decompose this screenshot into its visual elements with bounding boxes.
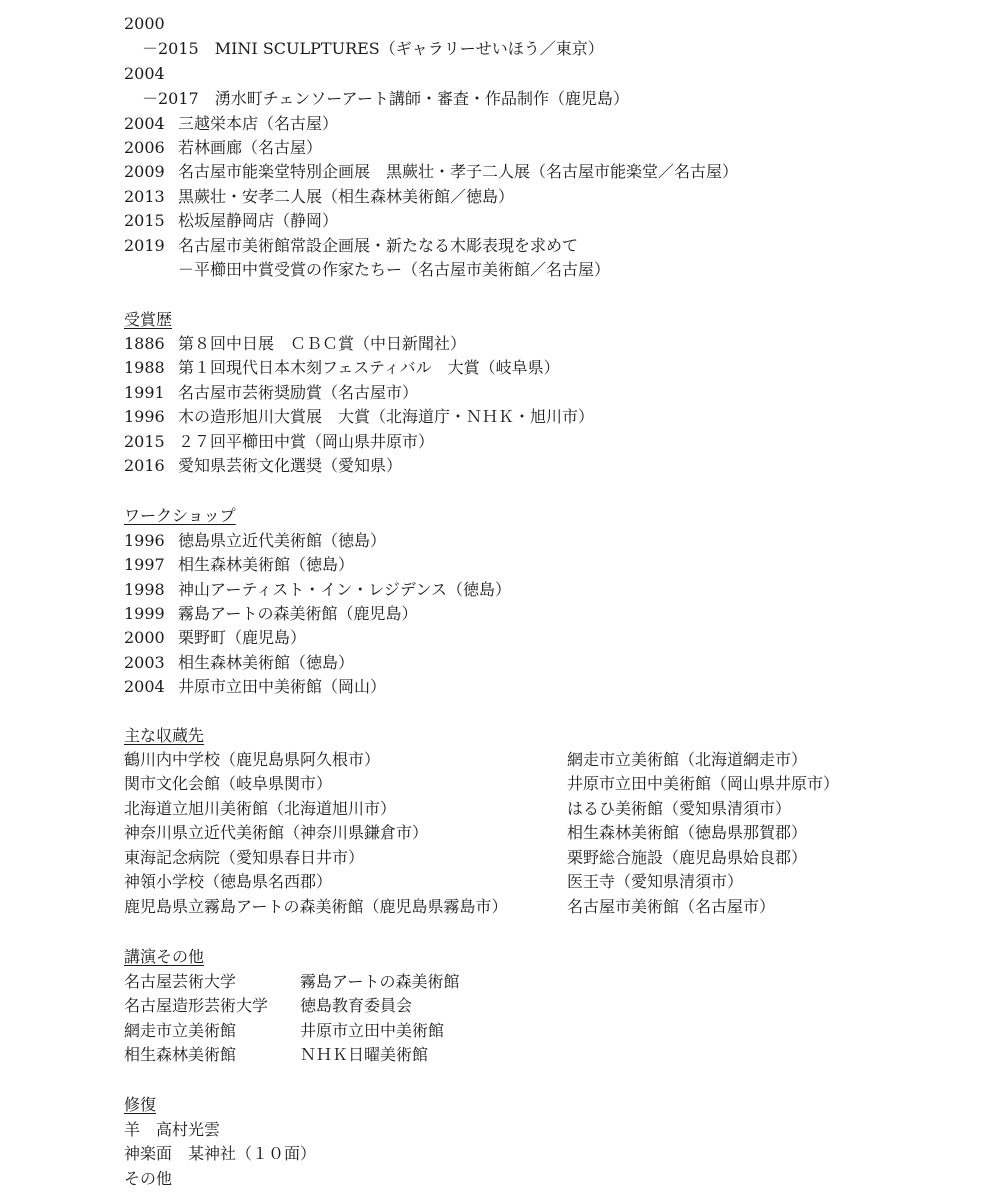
- item-year: 2006: [124, 138, 165, 157]
- collections-heading: 主な収蔵先: [124, 726, 205, 745]
- item-year: 1886: [124, 334, 165, 353]
- item-text: 神山アーティスト・イン・レジデンス（徳島）: [178, 580, 512, 599]
- restoration-item: 神楽面 某神社（１０面）: [124, 1144, 317, 1163]
- item-year: 2004: [124, 64, 165, 83]
- item-year: 2015: [124, 432, 165, 451]
- item-year: 2003: [124, 653, 165, 672]
- item-text: 三越栄本店（名古屋）: [178, 114, 339, 133]
- restoration-heading: 修復: [124, 1095, 157, 1114]
- collection-left: 東海記念病院（愛知県春日井市）: [124, 848, 365, 867]
- item-text: 井原市立田中美術館（岡山）: [178, 677, 387, 696]
- lecture-right: 徳島教育委員会: [300, 996, 413, 1015]
- item-text: 名古屋市能楽堂特別企画展 黒蕨壮・孝子二人展（名古屋市能楽堂／名古屋）: [178, 162, 739, 181]
- item-year: 2013: [124, 187, 165, 206]
- collection-left: 神奈川県立近代美術館（神奈川県鎌倉市）: [124, 823, 429, 842]
- lecture-left: 名古屋芸術大学: [124, 972, 237, 991]
- item-text: 相生森林美術館（徳島）: [178, 555, 355, 574]
- lecture-left: 名古屋造形芸術大学: [124, 996, 269, 1015]
- item-year: 1999: [124, 604, 165, 623]
- collection-left: 鹿児島県立霧島アートの森美術館（鹿児島県霧島市）: [124, 897, 508, 916]
- collection-left: 鶴川内中学校（鹿児島県阿久根市）: [124, 750, 381, 769]
- item-year: 2004: [124, 677, 165, 696]
- item-year: 2000: [124, 14, 165, 33]
- item-year: 1996: [124, 407, 165, 426]
- item-text: 愛知県芸術文化選奨（愛知県）: [178, 456, 403, 475]
- collection-right: 名古屋市美術館（名古屋市）: [567, 897, 776, 916]
- lecture-left: 相生森林美術館: [124, 1045, 237, 1064]
- item-text: －2017 湧水町チェンソーアート講師・審査・作品制作（鹿児島）: [142, 89, 629, 108]
- restoration-item: 羊 高村光雲: [124, 1120, 221, 1139]
- workshops-heading: ワークショップ: [124, 506, 236, 525]
- item-text-continued: －平櫛田中賞受賞の作家たちー（名古屋市美術館／名古屋）: [178, 260, 611, 279]
- item-year: 2004: [124, 114, 165, 133]
- item-text: ２７回平櫛田中賞（岡山県井原市）: [178, 432, 435, 451]
- item-text: 第１回現代日本木刻フェスティバル 大賞（岐阜県）: [178, 358, 560, 377]
- item-year: 2016: [124, 456, 165, 475]
- item-text: 徳島県立近代美術館（徳島）: [178, 531, 387, 550]
- collection-right: 網走市立美術館（北海道網走市）: [567, 750, 808, 769]
- item-year: 2015: [124, 211, 165, 230]
- item-text: 第８回中日展 ＣＢＣ賞（中日新聞社）: [178, 334, 467, 353]
- collection-left: 北海道立旭川美術館（北海道旭川市）: [124, 799, 397, 818]
- item-text: 霧島アートの森美術館（鹿児島）: [178, 604, 418, 623]
- collection-right: 井原市立田中美術館（岡山県井原市）: [567, 774, 840, 793]
- collection-right: はるひ美術館（愛知県清須市）: [567, 799, 792, 818]
- collection-right: 栗野総合施設（鹿児島県姶良郡）: [567, 848, 808, 867]
- item-text: 名古屋市芸術奨励賞（名古屋市）: [178, 383, 419, 402]
- lecture-right: 霧島アートの森美術館: [300, 972, 460, 991]
- collection-left: 神領小学校（徳島県名西郡）: [124, 872, 333, 891]
- item-year: 1997: [124, 555, 165, 574]
- lecture-right: 井原市立田中美術館: [300, 1021, 445, 1040]
- item-text: 栗野町（鹿児島）: [178, 628, 307, 647]
- item-year: 1998: [124, 580, 165, 599]
- restoration-item: その他: [124, 1169, 173, 1188]
- item-year: 2009: [124, 162, 165, 181]
- collection-right: 医王寺（愛知県清須市）: [567, 872, 744, 891]
- lectures-heading: 講演その他: [124, 947, 205, 966]
- lecture-right: ＮＨＫ日曜美術館: [300, 1045, 429, 1064]
- collection-right: 相生森林美術館（徳島県那賀郡）: [567, 823, 808, 842]
- item-text: 名古屋市美術館常設企画展・新たなる木彫表現を求めて: [178, 236, 579, 255]
- collection-left: 関市文化会館（岐阜県関市）: [124, 774, 333, 793]
- item-text: 相生森林美術館（徳島）: [178, 653, 355, 672]
- item-year: 1991: [124, 383, 165, 402]
- item-year: 1988: [124, 358, 165, 377]
- item-text: －2015 MINI SCULPTURES（ギャラリーせいほう／東京）: [142, 39, 604, 58]
- item-text: 黒蕨壮・安孝二人展（相生森林美術館／徳島）: [178, 187, 515, 206]
- lecture-left: 網走市立美術館: [124, 1021, 237, 1040]
- item-text: 若林画廊（名古屋）: [178, 138, 323, 157]
- item-text: 松坂屋静岡店（静岡）: [178, 211, 339, 230]
- awards-heading: 受賞歴: [124, 310, 173, 329]
- item-year: 2019: [124, 236, 165, 255]
- item-year: 2000: [124, 628, 165, 647]
- item-text: 木の造形旭川大賞展 大賞（北海道庁・ＮＨＫ・旭川市）: [178, 407, 595, 426]
- item-year: 1996: [124, 531, 165, 550]
